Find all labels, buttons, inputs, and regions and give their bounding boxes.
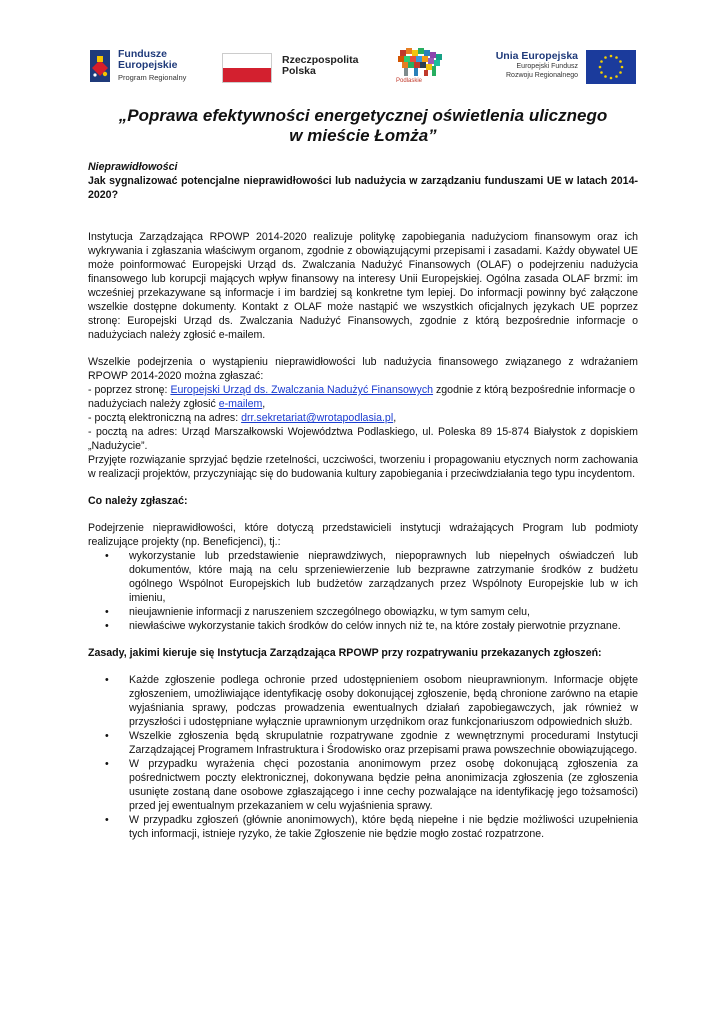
page-title <box>88 106 638 146</box>
ue-sub1: Europejski Fundusz <box>516 63 578 70</box>
title-line1: „Poprawa efektywności energetycznej oświetlenia ulicznego <box>118 106 608 125</box>
list-item <box>105 813 638 841</box>
list-item-text: W przypadku zgłoszeń (głównie anonimowych), które będą niepełne i nie będzie możliwości uzupełnienia tych informacji, istnieje ryzyko, że takie Zgłoszenie nie będzie mogło zostać rozpatrzone. <box>129 814 638 840</box>
list-item <box>105 729 638 757</box>
report-lead: Wszelkie podejrzenia o wystąpieniu nieprawidłowości lub nadużycia finansowego związanego z wdrażaniem RPOWP 2014-2020 można zgłaszać: <box>88 356 638 382</box>
report-item-post: - pocztą na adres: Urząd Marszałkowski Województwa Podlaskiego, ul. Poleska 89 15-874 Białystok z dopiskiem „Nadużycie”. <box>88 426 638 452</box>
bullet-icon: • <box>105 550 109 562</box>
polish-flag-icon <box>222 53 272 83</box>
unia-europejska-logo <box>492 46 636 88</box>
report-section <box>88 355 638 481</box>
fe-line1: Fundusze <box>118 48 167 60</box>
list-item-text: wykorzystanie lub przedstawienie nieprawdziwych, niepoprawnych lub niepełnych oświadczeń lub dokumentów, które mają na celu sprzeniewierzenie lub bezprawne zatrzymanie środków z budżetu ogólnego Wspólnot Europejskich lub budżetów zarządzanych przez Wspólnoty Europejskie lub w ich imieniu, <box>129 550 638 604</box>
what-to-report-heading: Co należy zgłaszać: <box>88 495 188 507</box>
list-item-text: niewłaściwe wykorzystanie takich środków do celów innych niż te, na które zostały pierwotnie przyznane. <box>129 620 621 632</box>
podlaskie-label: Podlaskie <box>396 78 423 84</box>
list-item-text: Każde zgłoszenie podlega ochronie przed udostępnieniem osobom nieuprawnionym. Informacje objęte zgłoszeniem, umożliwiające identyfikację osoby dokonującej zgłoszenie, będą chronione zarówno na etapie wyjaśniania sprawy, podczas prowadzenia ewentualnych działań zapobiegawczych, jak również w przyszłości i udostępniane wyłącznie uprawnionym urzędnikom oraz funkcjonariuszom odpowiednich służb. <box>129 674 638 728</box>
logo-strip <box>88 46 636 88</box>
rp-line1: Rzeczpospolita <box>282 54 359 66</box>
fe-line2: Europejskie <box>118 59 178 71</box>
report-item2-prefix: - pocztą elektroniczną na adres: <box>88 412 242 424</box>
ue-sub2: Rozwoju Regionalnego <box>506 72 578 79</box>
list-item <box>105 605 638 619</box>
bullet-icon: • <box>105 620 109 632</box>
report-item1-prefix: - poprzez stronę: <box>88 384 171 396</box>
intro-paragraph: Instytucja Zarządzająca RPOWP 2014-2020 realizuje politykę zapobiegania nadużyciom finansowym oraz ich wykrywania i zgłaszania właściwym organom, zgodnie z obowiązującymi przepisami i zasadami. Każdy obywatel UE może poinformować Europejski Urząd ds. Zwalczania Nadużyć Finansowych (OLAF) o podejrzeniu nadużycia finansowego lub korupcji mających wpływ finansowy na interesy Unii Europejskiej. Ogólna zasada OLAF brzmi: im wcześniej przekazywane są informacje i im bardziej są konkretne tym lepiej. Do informacji powinny być załączone wszelkie dostępne dokumenty. Kontakt z OLAF może nastąpić we wszystkich oficjalnych językach UE poprzez stronę: Europejski Urząd ds. Zwalczania Nadużyć Finansowych, zgodnie z którą bezpośrednie informacje o nadużyciach należy zgłosić e-mailem. <box>88 231 638 341</box>
question-heading: Jak sygnalizować potencjalne nieprawidłowości lub nadużycia w zarządzaniu funduszami UE w latach 2014-2020? <box>88 175 638 201</box>
report-item-website <box>88 383 638 411</box>
bullet-icon: • <box>105 814 109 826</box>
bullet-icon: • <box>105 758 109 770</box>
report-item1-mid: zgodnie z którą bezpośrednie informacje o nadużyciach należy zgłosić <box>88 384 636 410</box>
report-item-email <box>88 411 638 425</box>
podlaskie-logo <box>394 46 460 88</box>
rp-line2: Polska <box>282 65 316 77</box>
list-item <box>105 757 638 813</box>
ue-line1: Unia Europejska <box>495 50 578 62</box>
document-body <box>88 106 638 841</box>
bullet-icon: • <box>105 606 109 618</box>
rules-heading: Zasady, jakimi kieruje się Instytucja Zarządzająca RPOWP przy rozpatrywaniu przekazanych zgłoszeń: <box>88 647 602 659</box>
section-label: Nieprawidłowości <box>88 161 178 173</box>
report-item1-suffix: , <box>262 398 266 410</box>
list-item <box>105 549 638 605</box>
bullet-icon: • <box>105 674 109 686</box>
eu-flag-icon <box>586 50 636 84</box>
rzeczpospolita-logo <box>222 46 362 88</box>
sekretariat-email-link[interactable]: drr.sekretariat@wrotapodlasia.pl <box>241 412 394 424</box>
what-to-report-lead: Podejrzenie nieprawidłowości, które dotyczą przedstawicieli instytucji wdrażających Program lub podmioty realizujące projekty (np. Beneficjenci), tj.: <box>88 522 638 548</box>
list-item-text: Wszelkie zgłoszenia będą skrupulatnie rozpatrywane zgodnie z wewnętrznymi procedurami Instytucji Zarządzającej Programem Infrastruktura i Środowisko oraz przepisami prawa powszechnie obowiązującego. <box>129 730 638 756</box>
podlaskie-bison-icon <box>394 46 450 78</box>
what-to-report-list <box>88 549 638 633</box>
list-item <box>105 673 638 729</box>
rules-list <box>88 673 638 841</box>
report-closing: Przyjęte rozwiązanie sprzyjać będzie rzetelności, uczciwości, tworzeniu i propagowaniu etycznych norm zachowania w realizacji projektów, przyczyniając się do budowania kultury zapobiegania i przeciwdziałania tego typu incydentom. <box>88 454 638 480</box>
olaf-email-link[interactable]: e-mailem <box>218 398 263 410</box>
olaf-website-link[interactable]: Europejski Urząd ds. Zwalczania Nadużyć Finansowych <box>170 384 434 396</box>
fundusze-europejskie-logo <box>88 46 218 88</box>
list-item-text: W przypadku wyrażenia chęci pozostania anonimowym przez osobę dokonującą zgłoszenia za pośrednictwem poczty elektronicznej, dokonywana będzie pełna anonimizacja zgłoszenia (ze zgłoszenia usunięte zostaną dane osobowe zgłaszającego i inne cechy pozwalające na identyfikację jego tożsamości) przed jej ewentualnym przekazaniem w celu wyjaśnienia sprawy. <box>129 758 638 812</box>
list-item-text: nieujawnienie informacji z naruszeniem szczególnego obowiązku, w tym samym celu, <box>129 606 530 618</box>
fe-sub: Program Regionalny <box>118 73 187 82</box>
fundusze-europejskie-mark-icon <box>88 48 112 84</box>
report-item2-suffix: , <box>393 412 397 424</box>
bullet-icon: • <box>105 730 109 742</box>
list-item <box>105 619 638 633</box>
title-line2: w mieście Łomża” <box>289 126 437 145</box>
